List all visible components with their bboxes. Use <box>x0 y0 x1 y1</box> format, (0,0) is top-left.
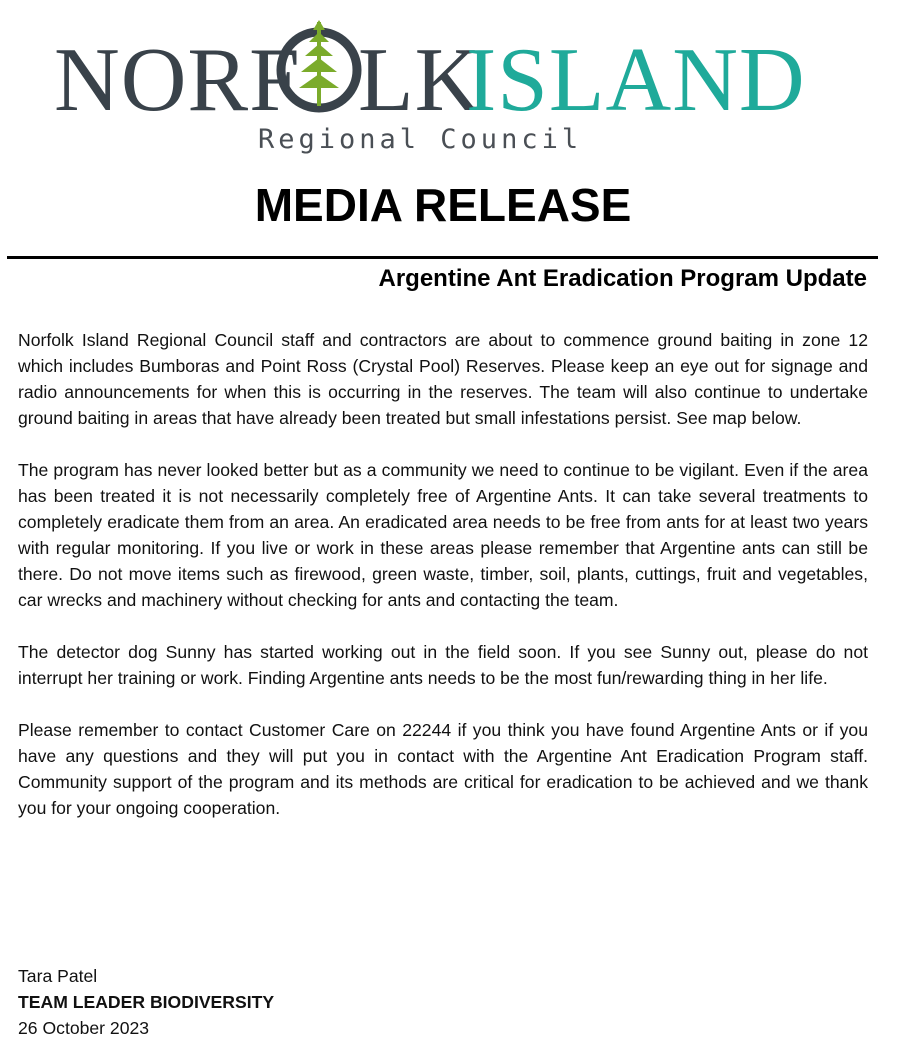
page-title: MEDIA RELEASE <box>254 179 632 231</box>
signature-name: Tara Patel <box>18 966 98 986</box>
signature-role: TEAM LEADER BIODIVERSITY <box>18 992 275 1012</box>
paragraph-detector-dog: The detector dog Sunny has started working out in the field soon. If you see Sunny out, please do not interrupt her training or work. Finding Argentine ants needs to be the most fun/rewarding thing in her life. <box>18 642 868 688</box>
release-subtitle: Argentine Ant Eradication Program Update <box>378 265 867 292</box>
logo-text-norf: NORF <box>54 29 301 130</box>
paragraph-baiting-zone: Norfolk Island Regional Council staff and contractors are about to commence ground baiting in zone 12 which includes Bumboras and Point Ross (Crystal Pool) Reserves. Please keep an eye out for signage and radio announcements for when this is occurring in the reserves. The team will also continue to undertake ground baiting in areas that have already been treated but small infestations persist. See map below. <box>18 330 868 428</box>
title-divider <box>7 256 878 259</box>
norfolk-pine-icon <box>273 16 365 116</box>
logo-text-lk: LK <box>358 29 482 130</box>
logo-subtitle: Regional Council <box>258 124 583 155</box>
release-body <box>18 327 868 847</box>
logo-text-island: ISLAND <box>466 29 806 130</box>
norfolk-island-logo <box>0 0 900 170</box>
signature-block <box>18 963 274 1041</box>
paragraph-vigilance: The program has never looked better but as a community we need to continue to be vigilant. Even if the area has been treated it is not necessarily completely free of Argentine Ants. It can take several treatments to completely eradicate them from an area. An eradicated area needs to be free from ants for at least two years with regular monitoring. If you live or work in these areas please remember that Argentine ants can still be there. Do not move items such as firewood, green waste, timber, soil, plants, cuttings, fruit and vegetables, car wrecks and machinery without checking for ants and contacting the team. <box>18 460 868 610</box>
signature-date: 26 October 2023 <box>18 1018 150 1038</box>
paragraph-contact: Please remember to contact Customer Care on 22244 if you think you have found Argentine Ants or if you have any questions and they will put you in contact with the Argentine Ant Eradication Program staff. Community support of the program and its methods are critical for eradication to be achieved and we thank you for your ongoing cooperation. <box>18 720 868 818</box>
